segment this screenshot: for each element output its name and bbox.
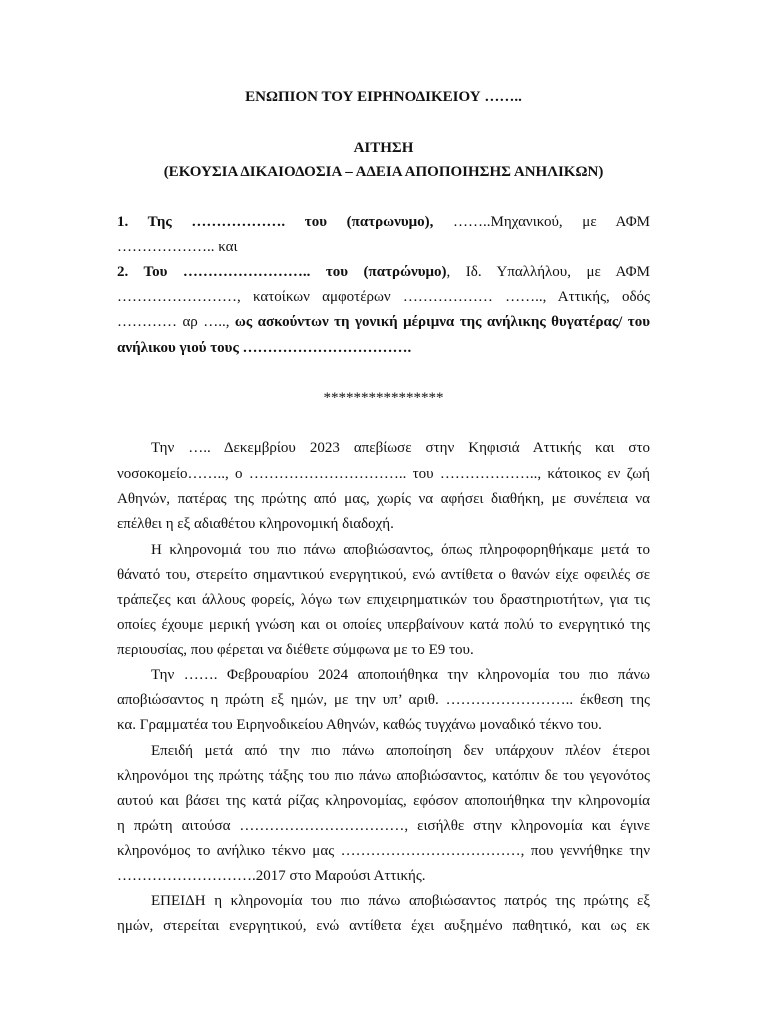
paragraph-line: ……………………….2017 στο Μαρούσι Αττικής. bbox=[117, 868, 426, 884]
paragraph-line: επέλθει η εξ αδιαθέτου κληρονομική διαδοχή. bbox=[117, 516, 394, 532]
paragraph-line: αποβιώσαντος η πρώτη εξ ημών, με την υπ’ αριθ. …………………….. έκθεση της bbox=[117, 692, 650, 708]
paragraph-line: οποίες έχουμε μερική γνώση και οι οποίες υπερβαίνουν κατά πολύ το ενεργητικό της bbox=[117, 617, 650, 633]
paragraph-line: τράπεζες και άλλους φορείς, λόγω των επιχειρηματικών του δραστηριοτήτων, για τις bbox=[117, 592, 650, 608]
paragraph-line: κληρονόμοι της πρώτης τάξης του πιο πάνω αποβιώσαντος, κατόπιν δε του γεγονότος bbox=[117, 768, 650, 784]
party-2-capacity: ως ασκούντων τη γονική μέριμνα της ανήλικης θυγατέρας/ του bbox=[234, 314, 650, 330]
paragraph-line: νοσοκομείο…….., ο ………………………….. του ……………….., κάτοικος εν ζωή bbox=[117, 466, 650, 482]
party-1-name: 1. Της ………………. του (πατρωνυμο), bbox=[117, 214, 434, 230]
paragraph-line: ημών, στερείται ενεργητικού, ενώ αντίθετα έχει αυξημένο παθητικό, και ως εκ bbox=[117, 918, 650, 934]
party-1-line-2: ……………….. και bbox=[117, 239, 238, 255]
paragraph-line: θάνατό του, στερείτο σημαντικού ενεργητικού, ενώ αντίθετα ο θανών είχε οφειλές σε bbox=[117, 567, 650, 583]
section-separator: **************** bbox=[323, 390, 444, 406]
document-title: ΑΙΤΗΣΗ bbox=[353, 140, 414, 156]
paragraph-line: Την ….. Δεκεμβρίου 2023 απεβίωσε στην Κηφισιά Αττικής και στο bbox=[151, 440, 650, 456]
paragraph-line: Την ……. Φεβρουαρίου 2024 αποποιήθηκα την κληρονομία του πιο πάνω bbox=[151, 667, 650, 683]
paragraph-line: Αθηνών, πατέρας της πρώτης από μας, χωρίς να αφήσει διαθήκη, με συνέπεια να bbox=[117, 491, 650, 507]
court-heading: ΕΝΩΠΙΟΝ ΤΟΥ ΕΙΡΗΝΟΔΙΚΕΙΟΥ …….. bbox=[245, 89, 522, 105]
party-2-profession: , Ιδ. Υπαλλήλου, με ΑΦΜ bbox=[446, 264, 650, 280]
party-2-line-3 bbox=[117, 313, 650, 331]
party-2-line-1 bbox=[117, 263, 650, 281]
document-subtitle: (ΕΚΟΥΣΙΑ ΔΙΚΑΙΟΔΟΣΙΑ – ΑΔΕΙΑ ΑΠΟΠΟΙΗΣΗΣ ΑΝΗΛΙΚΩΝ) bbox=[163, 164, 604, 180]
party-2-line-4: ανήλικου γιού τους ……………………………. bbox=[117, 340, 412, 356]
party-1-line-1 bbox=[117, 213, 650, 231]
paragraph-line: Επειδή μετά από την πιο πάνω αποποίηση δεν υπάρχουν πλέον έτεροι bbox=[151, 743, 650, 759]
paragraph-line: Η κληρονομιά του πιο πάνω αποβιώσαντος, όπως πληροφορηθήκαμε μετά το bbox=[151, 542, 650, 558]
paragraph-line: κληρονόμος το ανήλικο τέκνο μας ………………………………, που γεννήθηκε την bbox=[117, 843, 650, 859]
party-1-profession: ……..Μηχανικού, με ΑΦΜ bbox=[433, 214, 650, 230]
paragraph-line: η πρώτη αιτούσα ……………………………, εισήλθε στην κληρονομία και έγινε bbox=[117, 818, 650, 834]
party-2-line-2: ……………………, κατοίκων αμφοτέρων ……………… …….., Αττικής, οδός bbox=[117, 289, 650, 305]
party-2-address-number: ………… αρ ….., bbox=[117, 314, 235, 330]
party-2-name: 2. Του …………………….. του (πατρώνυμο) bbox=[117, 264, 447, 280]
paragraph-line: ΕΠΕΙΔΗ η κληρονομία του πιο πάνω αποβιώσαντος πατρός της πρώτης εξ bbox=[151, 893, 650, 909]
paragraph-line: περιουσίας, που φέρεται να διέθετε σύμφωνα με το Ε9 του. bbox=[117, 642, 474, 658]
paragraph-line: αυτού και βάσει της κατά ρίζας κληρονομίας, εφόσον αποποιήθηκα την κληρονομία bbox=[117, 793, 650, 809]
paragraph-line: κα. Γραμματέα του Ειρηνοδικείου Αθηνών, καθώς τυγχάνω μοναδικό τέκνο του. bbox=[117, 717, 602, 733]
